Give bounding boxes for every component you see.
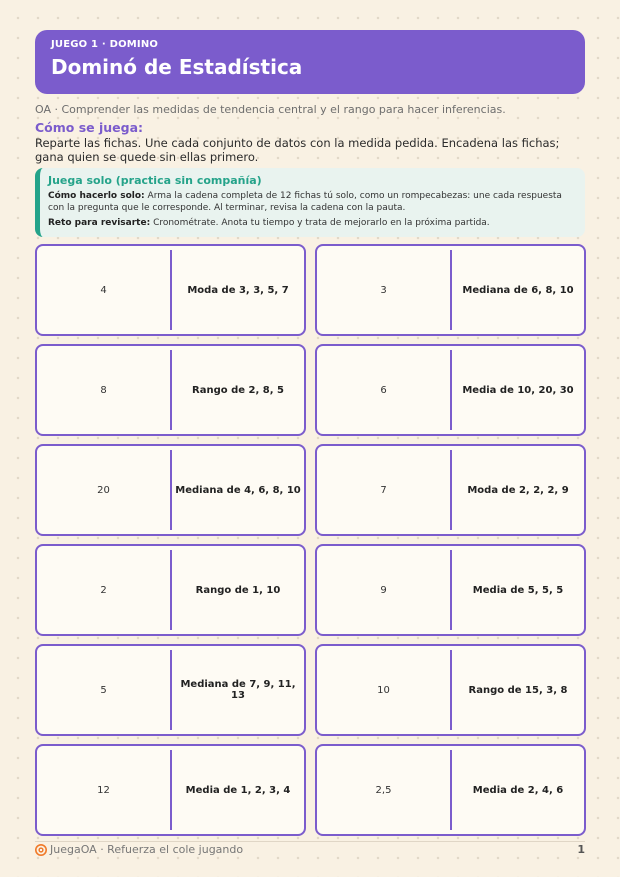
- solo-challenge-line: [48, 217, 575, 229]
- page-footer: [35, 843, 585, 857]
- tile-answer: 4: [100, 284, 107, 296]
- tile-answer: 7: [380, 484, 387, 496]
- page-title: Dominó de Estadística: [51, 55, 303, 79]
- domino-tile: [35, 744, 306, 836]
- tile-question: Rango de 2, 8, 5: [192, 384, 284, 396]
- domino-tile: [35, 344, 306, 436]
- tile-question: Mediana de 6, 8, 10: [462, 284, 574, 296]
- domino-tile: [315, 244, 586, 336]
- tile-answer: 8: [100, 384, 107, 396]
- tile-answer: 9: [380, 584, 387, 596]
- solo-how-text: Arma la cadena completa de 12 fichas tú solo, como un rompecabezas: une cada respuesta con la pregunta que le corresponde. Al terminar, revisa la cadena con la pauta.: [48, 191, 562, 213]
- tile-answer: 5: [100, 684, 107, 696]
- tile-question: Rango de 1, 10: [195, 584, 281, 596]
- how-to-play-title: Cómo se juega:: [35, 120, 144, 135]
- target-logo-icon: [35, 844, 47, 856]
- solo-challenge-label: Reto para revisarte:: [48, 218, 151, 228]
- tile-question: Moda de 3, 3, 5, 7: [187, 284, 289, 296]
- how-to-play-text: Reparte las fichas. Une cada conjunto de datos con la medida pedida. Encadena las fichas; gana quien se quede sin ellas primero.: [35, 136, 560, 164]
- domino-tile: [315, 344, 586, 436]
- tile-answer: 2,5: [375, 784, 392, 796]
- tile-answer: 20: [97, 484, 110, 496]
- domino-tile: [315, 644, 586, 736]
- footer-brand: JuegaOA · Refuerza el cole jugando: [50, 843, 244, 856]
- domino-tile: [35, 244, 306, 336]
- tile-question: Moda de 2, 2, 2, 9: [467, 484, 569, 496]
- tile-question: Media de 10, 20, 30: [462, 384, 574, 396]
- tile-question: Media de 5, 5, 5: [472, 584, 564, 596]
- tile-answer: 6: [380, 384, 387, 396]
- tile-answer: 12: [97, 784, 110, 796]
- tile-question: Rango de 15, 3, 8: [468, 684, 568, 696]
- solo-title: Juega solo (practica sin compañía): [48, 174, 262, 187]
- domino-tile: [315, 744, 586, 836]
- tile-question: Mediana de 7, 9, 11, 13: [180, 679, 296, 701]
- page-number: 1: [577, 843, 585, 856]
- domino-tile: [315, 444, 586, 536]
- tile-answer: 10: [377, 684, 390, 696]
- tile-answer: 2: [100, 584, 107, 596]
- solo-challenge-text: Cronométrate. Anota tu tiempo y trata de mejorarlo en la próxima partida.: [153, 218, 490, 228]
- solo-play-box: [35, 168, 585, 237]
- tile-answer: 3: [380, 284, 387, 296]
- footer-divider: [35, 841, 585, 842]
- domino-tile: [35, 544, 306, 636]
- domino-tile: [315, 544, 586, 636]
- tile-question: Mediana de 4, 6, 8, 10: [175, 484, 301, 496]
- tile-question: Media de 2, 4, 6: [472, 784, 564, 796]
- tile-question: Media de 1, 2, 3, 4: [185, 784, 291, 796]
- domino-tile: [35, 444, 306, 536]
- game-header: [35, 30, 585, 94]
- solo-how-line: [48, 190, 575, 214]
- domino-tile: [35, 644, 306, 736]
- solo-how-label: Cómo hacerlo solo:: [48, 191, 145, 201]
- learning-objective: OA · Comprender las medidas de tendencia central y el rango para hacer inferencias.: [35, 103, 506, 116]
- game-kicker: JUEGO 1 · DOMINO: [51, 39, 159, 50]
- domino-tiles-grid: [35, 244, 586, 836]
